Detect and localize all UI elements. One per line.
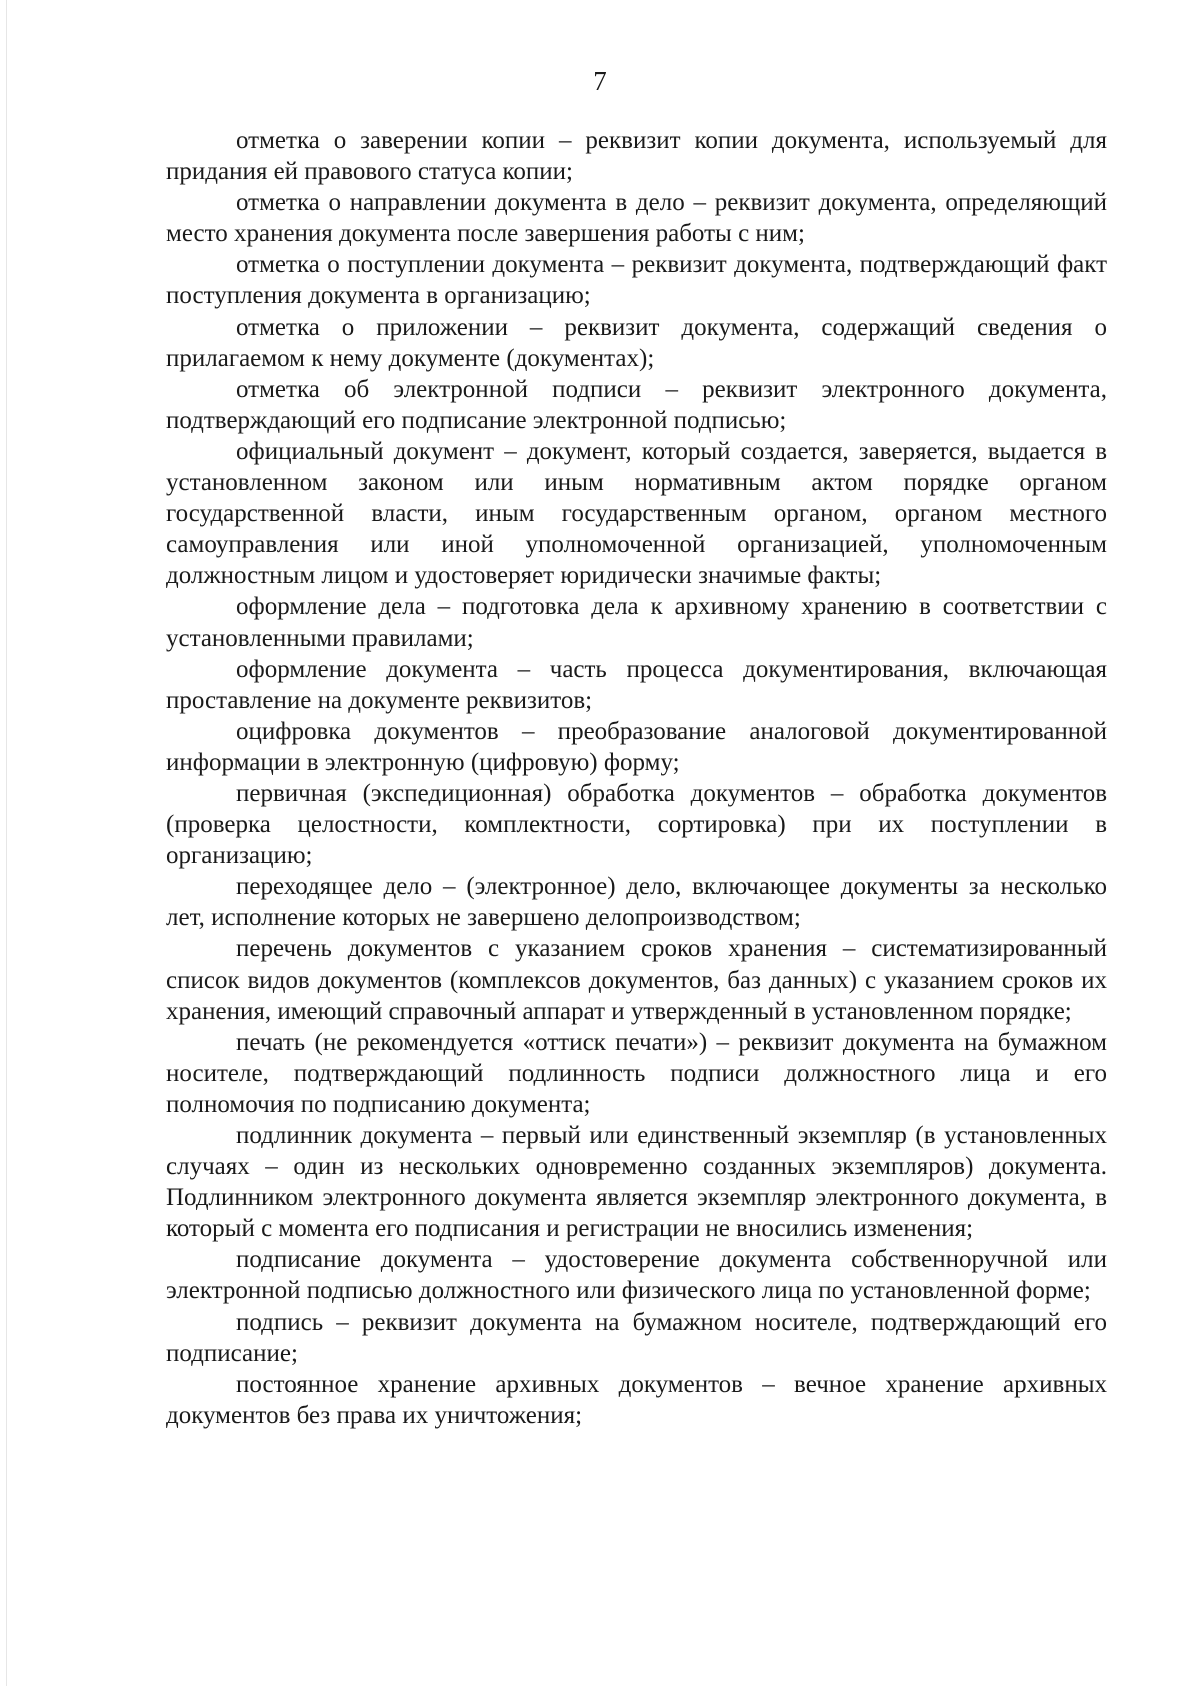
definitions-list (166, 125, 1107, 1431)
definition-entry: подписание документа – удостоверение документа собственноручной или электронной подписью должностного или физического лица по установленной форме; (166, 1246, 1107, 1305)
definition-entry: переходящее дело – (электронное) дело, включающее документы за несколько лет, исполнение которых не завершено делопроизводством; (166, 873, 1107, 932)
definition-entry: оцифровка документов – преобразование аналоговой документированной информации в электронную (цифровую) форму; (166, 717, 1107, 776)
definition-entry: официальный документ – документ, который создается, заверяется, выдается в установленном законом или иным нормативным актом порядке органом государственной власти, иным государственным органом, органом местного самоуправления или иной уполномоченной организацией, уполномоченным должностным лицом и удостоверяет юридически значимые факты; (166, 437, 1107, 590)
definition-entry: перечень документов с указанием сроков хранения – систематизированный список видов документов (комплексов документов, баз данных) с указанием сроков их хранения, имеющий справочный аппарат и утвержденный в установленном порядке; (166, 935, 1107, 1025)
scan-edge-line (6, 0, 7, 1686)
definition-entry: отметка о направлении документа в дело – реквизит документа, определяющий место хранения документа после завершения работы с ним; (166, 189, 1107, 248)
definition-entry: отметка о поступлении документа – реквизит документа, подтверждающий факт поступления документа в организацию; (166, 251, 1107, 310)
definition-entry: подпись – реквизит документа на бумажном носителе, подтверждающий его подписание; (166, 1308, 1107, 1367)
definition-entry: отметка о приложении – реквизит документа, содержащий сведения о прилагаемом к нему документе (документах); (166, 313, 1107, 372)
definition-entry: отметка об электронной подписи – реквизит электронного документа, подтверждающий его подписание электронной подписью; (166, 375, 1107, 434)
definition-entry: подлинник документа – первый или единственный экземпляр (в установленных случаях – один из нескольких одновременно созданных экземпляров) документа. Подлинником электронного документа является экземпляр электронного документа, в который с момента его подписания и регистрации не вносились изменения; (166, 1122, 1107, 1243)
definition-entry: первичная (экспедиционная) обработка документов – обработка документов (проверка целостности, комплектности, сортировка) при их поступлении в организацию; (166, 779, 1107, 870)
definition-entry: оформление документа – часть процесса документирования, включающая проставление на документе реквизитов; (166, 655, 1107, 714)
definition-entry: постоянное хранение архивных документов – вечное хранение архивных документов без права их уничтожения; (166, 1370, 1107, 1429)
definition-entry: отметка о заверении копии – реквизит копии документа, используемый для придания ей правового статуса копии; (166, 127, 1107, 186)
definition-entry: оформление дела – подготовка дела к архивному хранению в соответствии с установленными правилами; (166, 593, 1107, 652)
page-number: 7 (593, 66, 607, 96)
definition-entry: печать (не рекомендуется «оттиск печати») – реквизит документа на бумажном носителе, подтверждающий подлинность подписи должностного лица и его полномочия по подписанию документа; (166, 1028, 1107, 1118)
